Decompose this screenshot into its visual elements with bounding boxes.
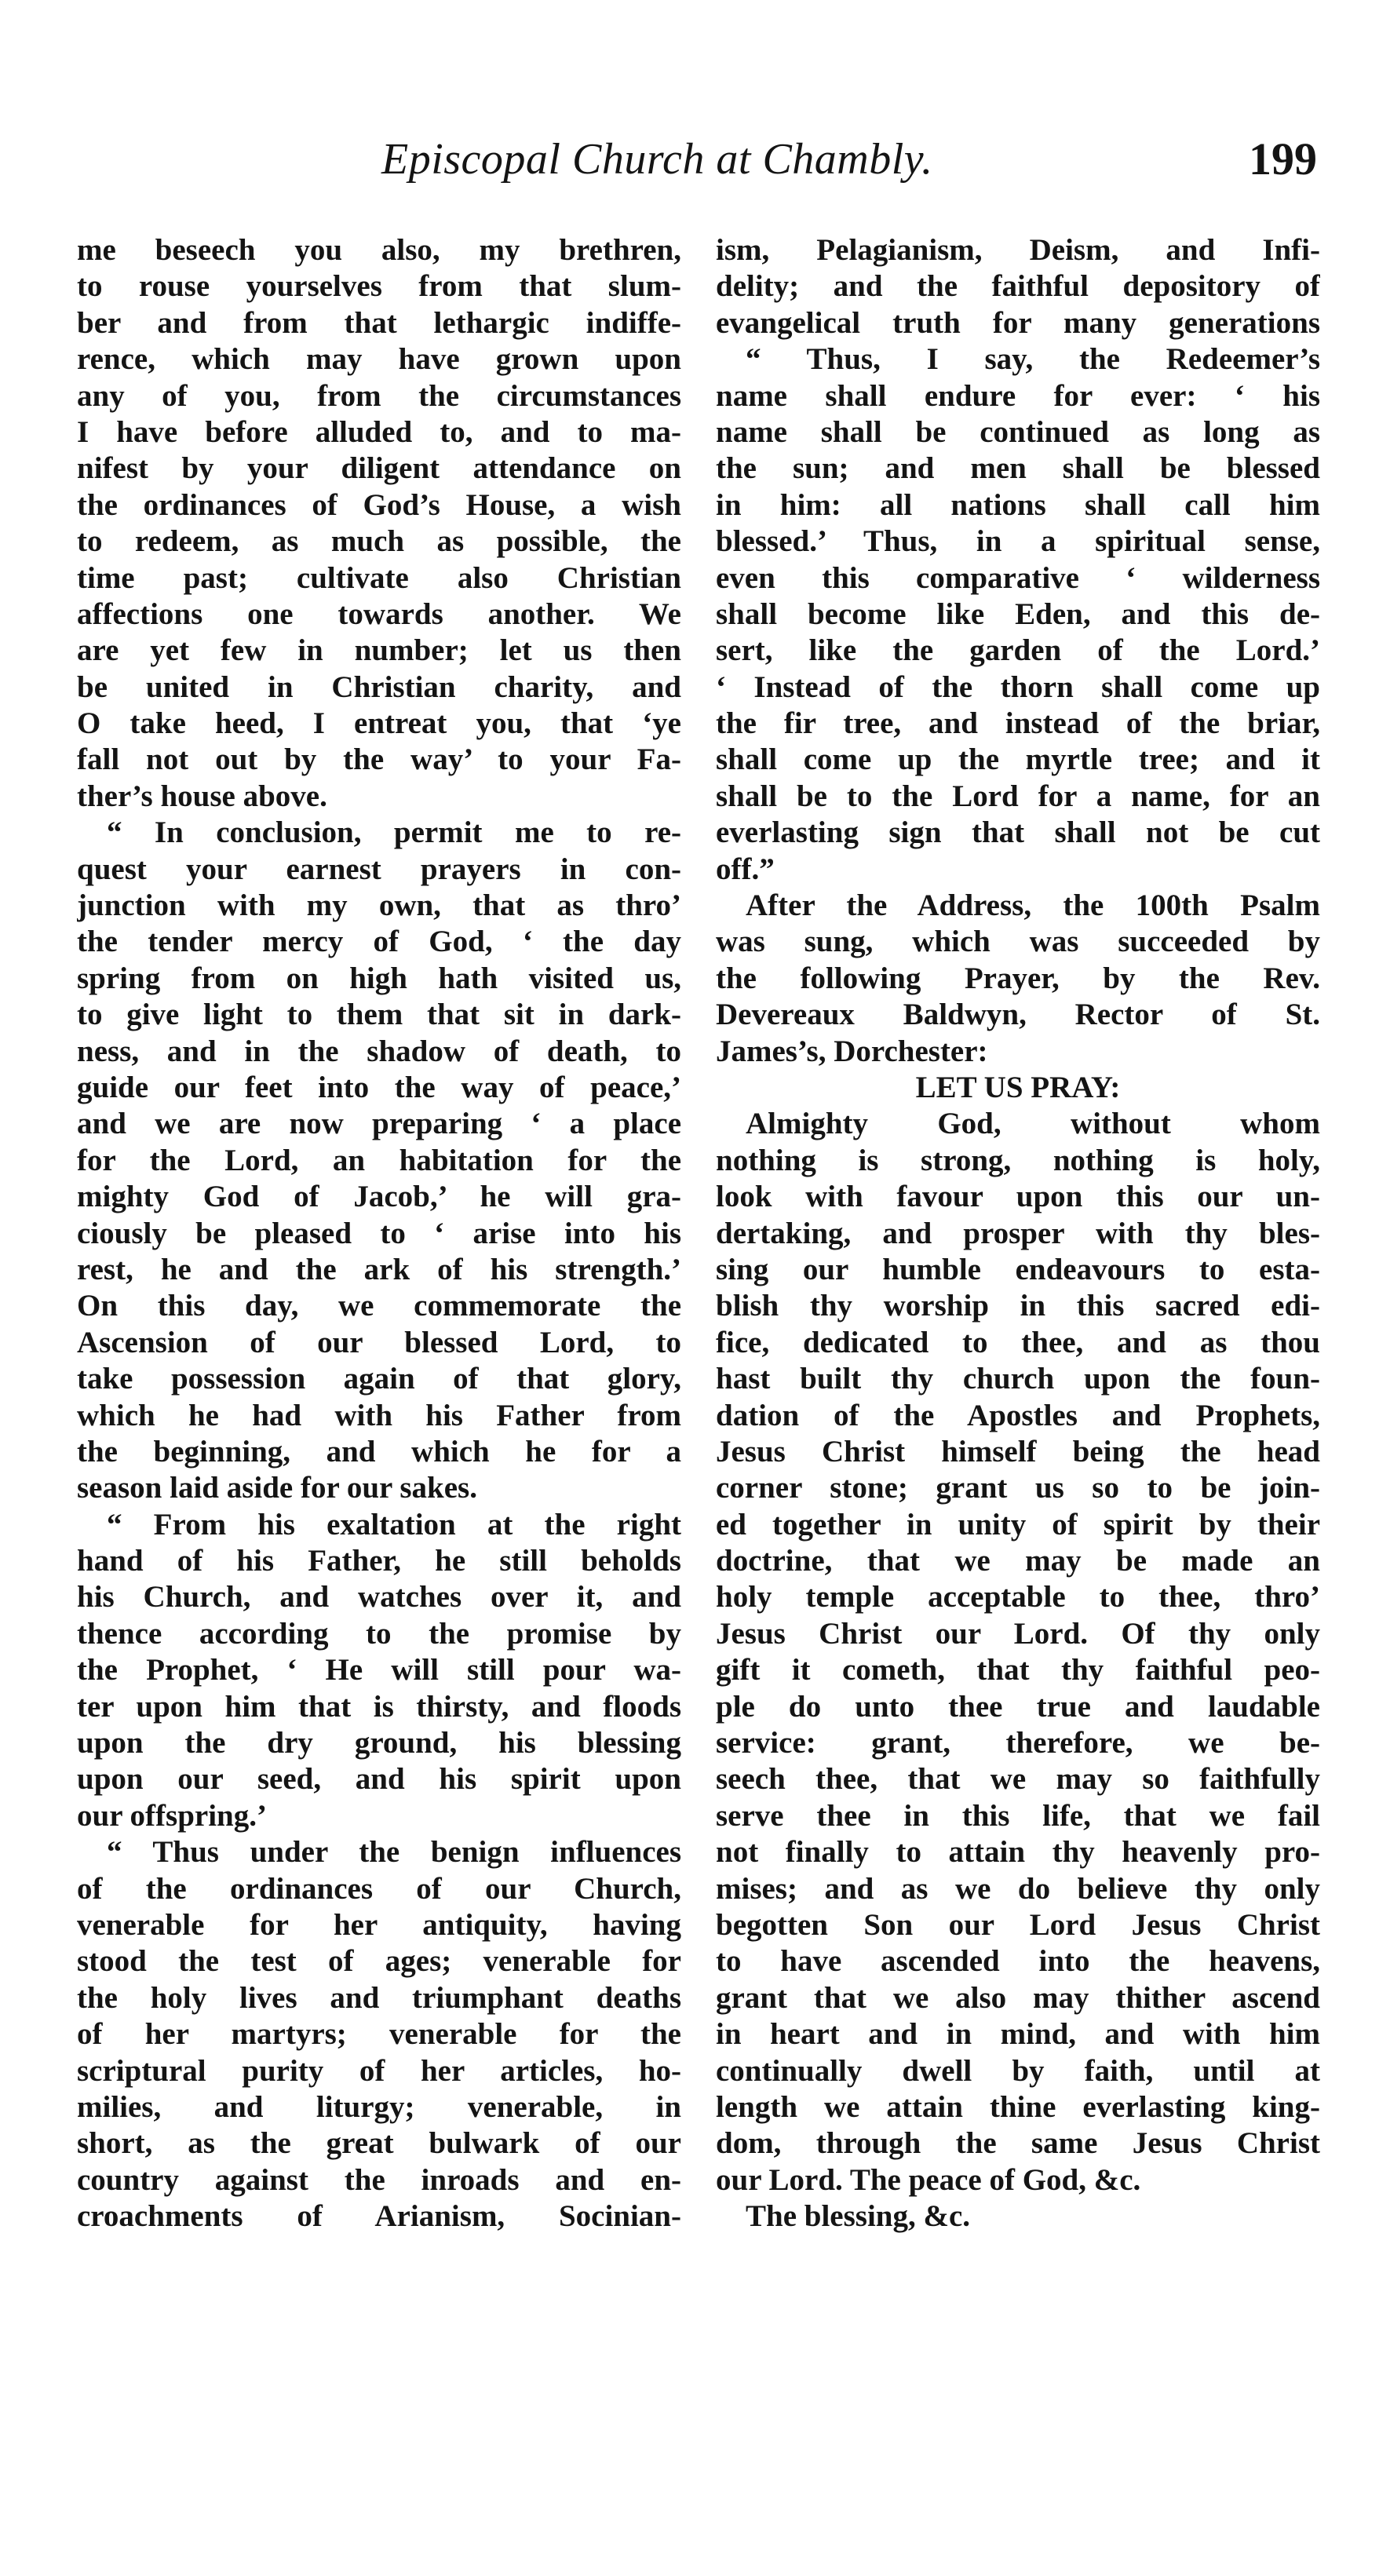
right-column-line: grant that we also may thither ascend [716,1980,1320,2015]
left-column-line: quest your earnest prayers in con- [77,852,681,886]
left-text-column [77,232,681,2235]
right-column-line: off.” [716,852,775,886]
right-column-line: shall come up the myrtle tree; and it [716,743,1320,777]
right-column-line: name shall be continued as long as [716,414,1320,449]
right-column-line: blessed.’ Thus, in a spiritual sense, [716,524,1320,559]
left-column-line: of her martyrs; venerable for the [77,2017,681,2052]
left-column-line: Ascension of our blessed Lord, to [77,1325,681,1359]
right-column-line: Jesus Christ our Lord. Of thy only [716,1616,1320,1651]
left-column-line: I have before alluded to, and to ma- [77,414,681,449]
left-column-line: which he had with his Father from [77,1398,681,1432]
right-column-line: The blessing, &c. [746,2199,971,2234]
right-column-line: serve thee in this life, that we fail [716,1798,1320,1833]
left-column-line: guide our feet into the way of peace,’ [77,1070,681,1104]
left-column-line: nifest by your diligent attendance on [77,451,681,486]
right-column-line: continually dwell by faith, until at [716,2053,1320,2088]
right-column-line: evangelical truth for many generations [716,305,1320,340]
right-column-line: Devereaux Baldwyn, Rector of St. [716,998,1320,1032]
left-column-line: venerable for her antiquity, having [77,1907,681,1942]
right-column-line: in him: all nations shall call him [716,487,1320,522]
right-column-line: mises; and as we do believe thy only [716,1871,1320,1906]
left-column-line: ness, and in the shadow of death, to [77,1034,681,1068]
left-column-line: for the Lord, an habitation for the [77,1143,681,1177]
left-column-line: croachments of Arianism, Socinian- [77,2199,681,2234]
left-column-line: “ In conclusion, permit me to re- [107,815,681,850]
right-column-line: look with favour upon this our un- [716,1180,1320,1214]
right-text-column [716,232,1320,2235]
running-head [75,132,1323,187]
right-column-line: shall be to the Lord for a name, for an [716,779,1320,813]
right-column-line: everlasting sign that shall not be cut [716,815,1320,850]
running-title: Episcopal Church at Chambly. [381,135,933,184]
right-column-line: shall become like Eden, and this de- [716,597,1320,631]
left-column-line: to rouse yourselves from that slum- [77,269,681,304]
right-column-line: fice, dedicated to thee, and as thou [716,1325,1320,1359]
left-column-line: the holy lives and triumphant deaths [77,1980,681,2015]
right-column-line: begotten Son our Lord Jesus Christ [716,1907,1320,1942]
right-column-line: “ Thus, I say, the Redeemer’s [746,342,1320,377]
left-column-line: scriptural purity of her articles, ho- [77,2053,681,2088]
left-column-line: short, as the great bulwark of our [77,2126,681,2161]
left-column-line: be united in Christian charity, and [77,670,681,704]
right-column-line: to have ascended into the heavens, [716,1944,1320,1979]
left-column-line: mighty God of Jacob,’ he will gra- [77,1180,681,1214]
right-column-line: our Lord. The peace of God, &c. [716,2162,1141,2197]
right-column-line: sing our humble endeavours to esta- [716,1252,1320,1286]
left-column-line: ciously be pleased to ‘ arise into his [77,1216,681,1250]
right-column-line: name shall endure for ever: ‘ his [716,378,1320,413]
left-column-line: thence according to the promise by [77,1616,681,1651]
right-column-line: dertaking, and prosper with thy bles- [716,1216,1320,1250]
right-column-line: even this comparative ‘ wilderness [716,560,1320,595]
left-column-line: spring from on high hath visited us, [77,961,681,995]
right-column-line: the fir tree, and instead of the briar, [716,706,1320,741]
right-column-line: the following Prayer, by the Rev. [716,961,1320,995]
right-column-line: not finally to attain thy heavenly pro- [716,1835,1320,1870]
left-column-line: the tender mercy of God, ‘ the day [77,925,681,959]
left-column-line: ber and from that lethargic indiffe- [77,305,681,340]
right-column-line: ‘ Instead of the thorn shall come up [716,670,1320,704]
right-column-line: LET US PRAY: [915,1070,1121,1104]
left-column-line: affections one towards another. We [77,597,681,631]
right-column-line: blish thy worship in this sacred edi- [716,1289,1320,1323]
right-column-line: Jesus Christ himself being the head [716,1434,1320,1469]
left-column-line: to give light to them that sit in dark- [77,998,681,1032]
right-column-line: Almighty God, without whom [746,1107,1320,1141]
left-column-line: stood the test of ages; venerable for [77,1944,681,1979]
left-column-line: milies, and liturgy; venerable, in [77,2089,681,2124]
right-column-line: hast built thy church upon the foun- [716,1362,1320,1396]
left-column-line: the ordinances of God’s House, a wish [77,487,681,522]
right-column-line: sert, like the garden of the Lord.’ [716,633,1320,668]
left-column-line: On this day, we commemorate the [77,1289,681,1323]
left-column-line: hand of his Father, he still beholds [77,1544,681,1578]
left-column-line: “ Thus under the benign influences [107,1835,681,1870]
right-column-line: length we attain thine everlasting king- [716,2089,1320,2124]
right-column-line: James’s, Dorchester: [716,1034,988,1068]
left-column-line: his Church, and watches over it, and [77,1580,681,1615]
right-column-line: ed together in unity of spirit by their [716,1507,1320,1542]
right-column-line: the sun; and men shall be blessed [716,451,1320,486]
left-column-line: our offspring.’ [77,1798,267,1833]
left-column-line: me beseech you also, my brethren, [77,233,681,267]
left-column-line: fall not out by the way’ to your Fa- [77,743,681,777]
left-column-line: any of you, from the circumstances [77,378,681,413]
left-column-line: time past; cultivate also Christian [77,560,681,595]
left-column-line: ter upon him that is thirsty, and floods [77,1689,681,1724]
right-column-line: seech thee, that we may so faithfully [716,1762,1320,1797]
left-column-line: are yet few in number; let us then [77,633,681,668]
left-column-line: ther’s house above. [77,779,327,813]
left-column-line: rest, he and the ark of his strength.’ [77,1252,681,1286]
page-number: 199 [1249,133,1317,184]
right-column-line: dation of the Apostles and Prophets, [716,1398,1320,1432]
right-column-line: ism, Pelagianism, Deism, and Infi- [716,233,1320,267]
left-column-line: season laid aside for our sakes. [77,1471,477,1505]
left-column-line: take possession again of that glory, [77,1362,681,1396]
right-column-line: After the Address, the 100th Psalm [746,888,1320,923]
right-column-line: service: grant, therefore, we be- [716,1726,1320,1761]
right-column-line: in heart and in mind, and with him [716,2017,1320,2052]
left-column-line: upon our seed, and his spirit upon [77,1762,681,1797]
left-column-line: upon the dry ground, his blessing [77,1726,681,1761]
left-column-line: rence, which may have grown upon [77,342,681,377]
left-column-line: and we are now preparing ‘ a place [77,1107,681,1141]
right-column-line: nothing is strong, nothing is holy, [716,1143,1320,1177]
right-column-line: gift it cometh, that thy faithful peo- [716,1653,1320,1688]
left-column-line: the beginning, and which he for a [77,1434,681,1469]
right-column-line: holy temple acceptable to thee, thro’ [716,1580,1320,1615]
left-column-line: of the ordinances of our Church, [77,1871,681,1906]
right-column-line: delity; and the faithful depository of [716,269,1320,304]
left-column-line: “ From his exaltation at the right [107,1507,681,1542]
right-column-line: doctrine, that we may be made an [716,1544,1320,1578]
right-column-line: was sung, which was succeeded by [716,925,1320,959]
left-column-line: country against the inroads and en- [77,2162,681,2197]
right-column-line: ple do unto thee true and laudable [716,1689,1320,1724]
left-column-line: O take heed, I entreat you, that ‘ye [77,706,681,741]
left-column-line: to redeem, as much as possible, the [77,524,681,559]
right-column-line: dom, through the same Jesus Christ [716,2126,1320,2161]
left-column-line: the Prophet, ‘ He will still pour wa- [77,1653,681,1688]
left-column-line: junction with my own, that as thro’ [77,888,681,923]
right-column-line: corner stone; grant us so to be join- [716,1471,1320,1505]
